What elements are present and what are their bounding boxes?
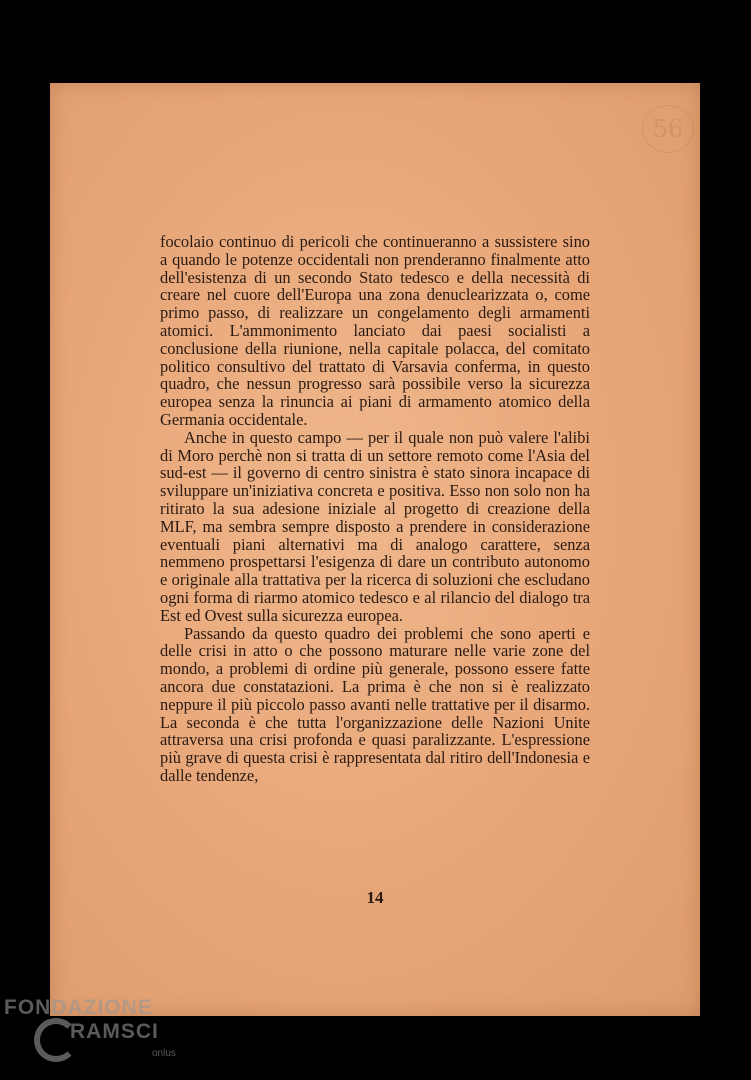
- logo-text-fondazione: FONDAZIONE: [4, 996, 153, 1019]
- archive-stamp: 56: [642, 105, 694, 153]
- page-number: 14: [366, 888, 384, 907]
- logo-text-gramsci: RAMSCI: [70, 1020, 159, 1043]
- body-text: [160, 233, 590, 785]
- paragraph: focolaio continuo di pericoli che continueranno a sussistere sino a quando le potenze occidentali non prenderanno finalmente atto dell'esistenza di un secondo Stato tedesco e della necessità di creare nel cuore dell'Europa una zona denuclearizzata o, come primo passo, di realizzare un congelamento degli armamenti atomici. L'ammonimento lanciato dai paesi socialisti a conclusione della riunione, nella capitale polacca, del comitato politico consultivo del trattato di Varsavia conferma, in questo quadro, che nessun progresso sarà possibile verso la sicurezza europea senza la rinuncia ai piani di armamento atomico della Germania occidentale.: [160, 232, 590, 429]
- logo-text-onlus: onlus: [152, 1048, 176, 1059]
- paragraph: Passando da questo quadro dei problemi che sono aperti e delle crisi in atto o che possono maturare nelle varie zone del mondo, a problemi di ordine più generale, possono essere fatte ancora due constatazioni. La prima è che non si è realizzato neppure il più piccolo passo avanti nelle trattative per il disarmo. La seconda è che tutta l'organizzazione delle Nazioni Unite attraversa una crisi profonda e quasi paralizzante. L'espressione più grave di questa crisi è rappresentata dal ritiro dell'Indonesia e dalle tendenze,: [160, 623, 590, 785]
- fondazione-gramsci-logo: [4, 996, 194, 1076]
- paragraph: Anche in questo campo — per il quale non può valere l'alibi di Moro perchè non si tratta di un settore remoto come l'Asia del sud-est — il governo di centro sinistra è stato sinora incapace di sviluppare un'iniziativa concreta e positiva. Esso non solo non ha ritirato la sua adesione iniziale al progetto di creazione della MLF, ma sembra sempre disposto a prendere in considerazione eventuali piani alternativi ma di analogo carattere, senza nemmeno prospettarsi l'esigenza di dare un contributo autonomo e originale alla trattativa per la ricerca di soluzioni che escludano ogni forma di riarmo atomico tedesco e al rilancio del dialogo tra Est ed Ovest sulla sicurezza europea.: [160, 427, 590, 625]
- scanned-page: [50, 83, 700, 1016]
